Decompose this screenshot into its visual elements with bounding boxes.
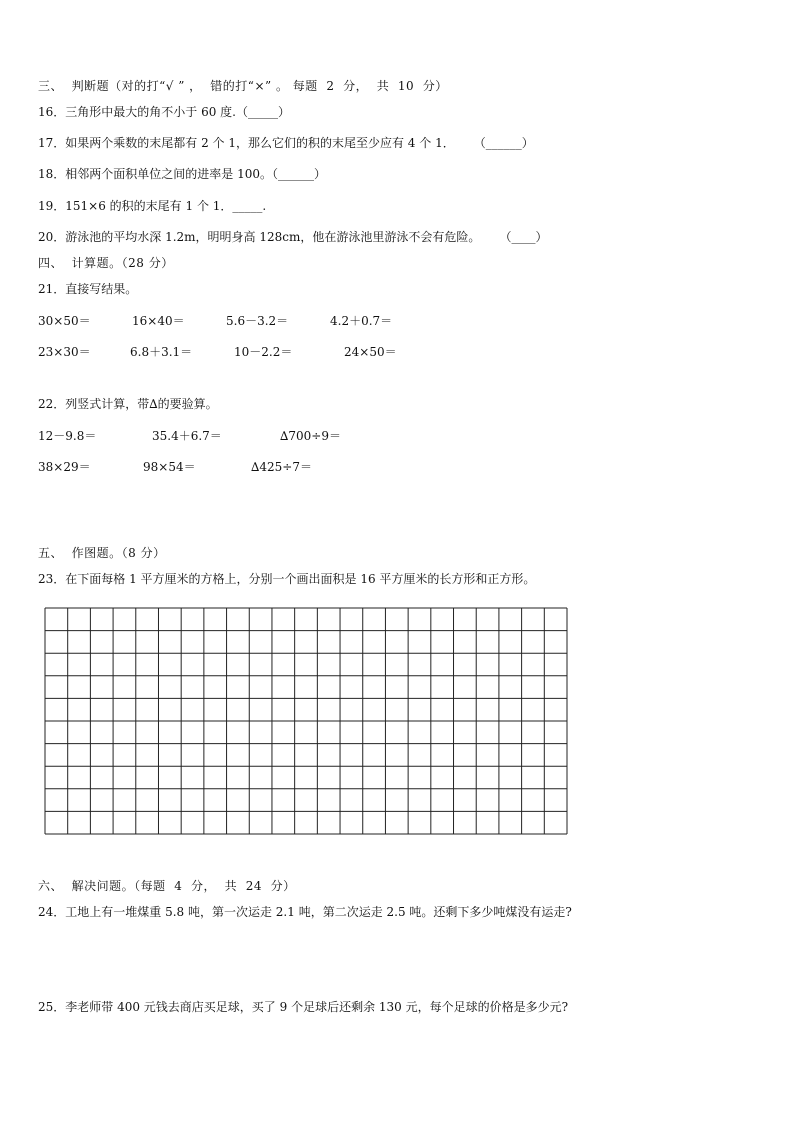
question-16: 16．三角形中最大的角不小于 60 度.（_____） xyxy=(38,105,290,119)
calc-item: ∆700÷9＝ xyxy=(280,429,341,443)
calc-item: 38×29＝ xyxy=(38,460,91,474)
calc-item: 98×54＝ xyxy=(143,460,196,474)
question-25: 25．李老师带 400 元钱去商店买足球，买了 9 个足球后还剩余 130 元，每个足球的价格是多少元? xyxy=(38,1000,569,1014)
square-grid xyxy=(44,607,568,835)
calc-item: 6.8＋3.1＝ xyxy=(130,345,193,359)
calc-item: 16×40＝ xyxy=(132,314,185,328)
section-5-heading: 五、 作图题。（8 分） xyxy=(38,546,166,560)
question-17: 17．如果两个乘数的末尾都有 2 个 1，那么它们的积的末尾至少应有 4 个 1． （______） xyxy=(38,136,534,150)
calc-item: 5.6－3.2＝ xyxy=(226,314,289,328)
question-20: 20．游泳池的平均水深 1.2m，明明身高 128cm，他在游泳池里游泳不会有危险。 （____） xyxy=(38,230,548,244)
question-18: 18．相邻两个面积单位之间的进率是 100。（______） xyxy=(38,167,326,181)
question-21: 21．直接写结果。 xyxy=(38,282,138,296)
calc-item: 30×50＝ xyxy=(38,314,91,328)
calc-item: 35.4＋6.7＝ xyxy=(152,429,222,443)
question-22: 22．列竖式计算，带∆的要验算。 xyxy=(38,397,218,411)
calc-item: 10－2.2＝ xyxy=(234,345,293,359)
calc-item: 23×30＝ xyxy=(38,345,91,359)
question-19: 19．151×6 的积的末尾有 1 个 1．_____. xyxy=(38,199,267,213)
question-24: 24．工地上有一堆煤重 5.8 吨，第一次运走 2.1 吨，第二次运走 2.5 吨。还剩下多少吨煤没有运走? xyxy=(38,905,572,919)
section-6-heading: 六、 解决问题。（每题 4 分， 共 24 分） xyxy=(38,879,296,893)
calc-item: 4.2＋0.7＝ xyxy=(330,314,393,328)
section-3-heading: 三、 判断题（对的打“√ ” ， 错的打“×” 。 每题 2 分， 共 10 分） xyxy=(38,79,448,93)
calc-item: ∆425÷7＝ xyxy=(251,460,312,474)
question-23: 23．在下面每格 1 平方厘米的方格上，分别一个画出面积是 16 平方厘米的长方形和正方形。 xyxy=(38,572,536,586)
calc-item: 24×50＝ xyxy=(344,345,397,359)
section-4-heading: 四、 计算题。（28 分） xyxy=(38,256,174,270)
calc-item: 12－9.8＝ xyxy=(38,429,97,443)
